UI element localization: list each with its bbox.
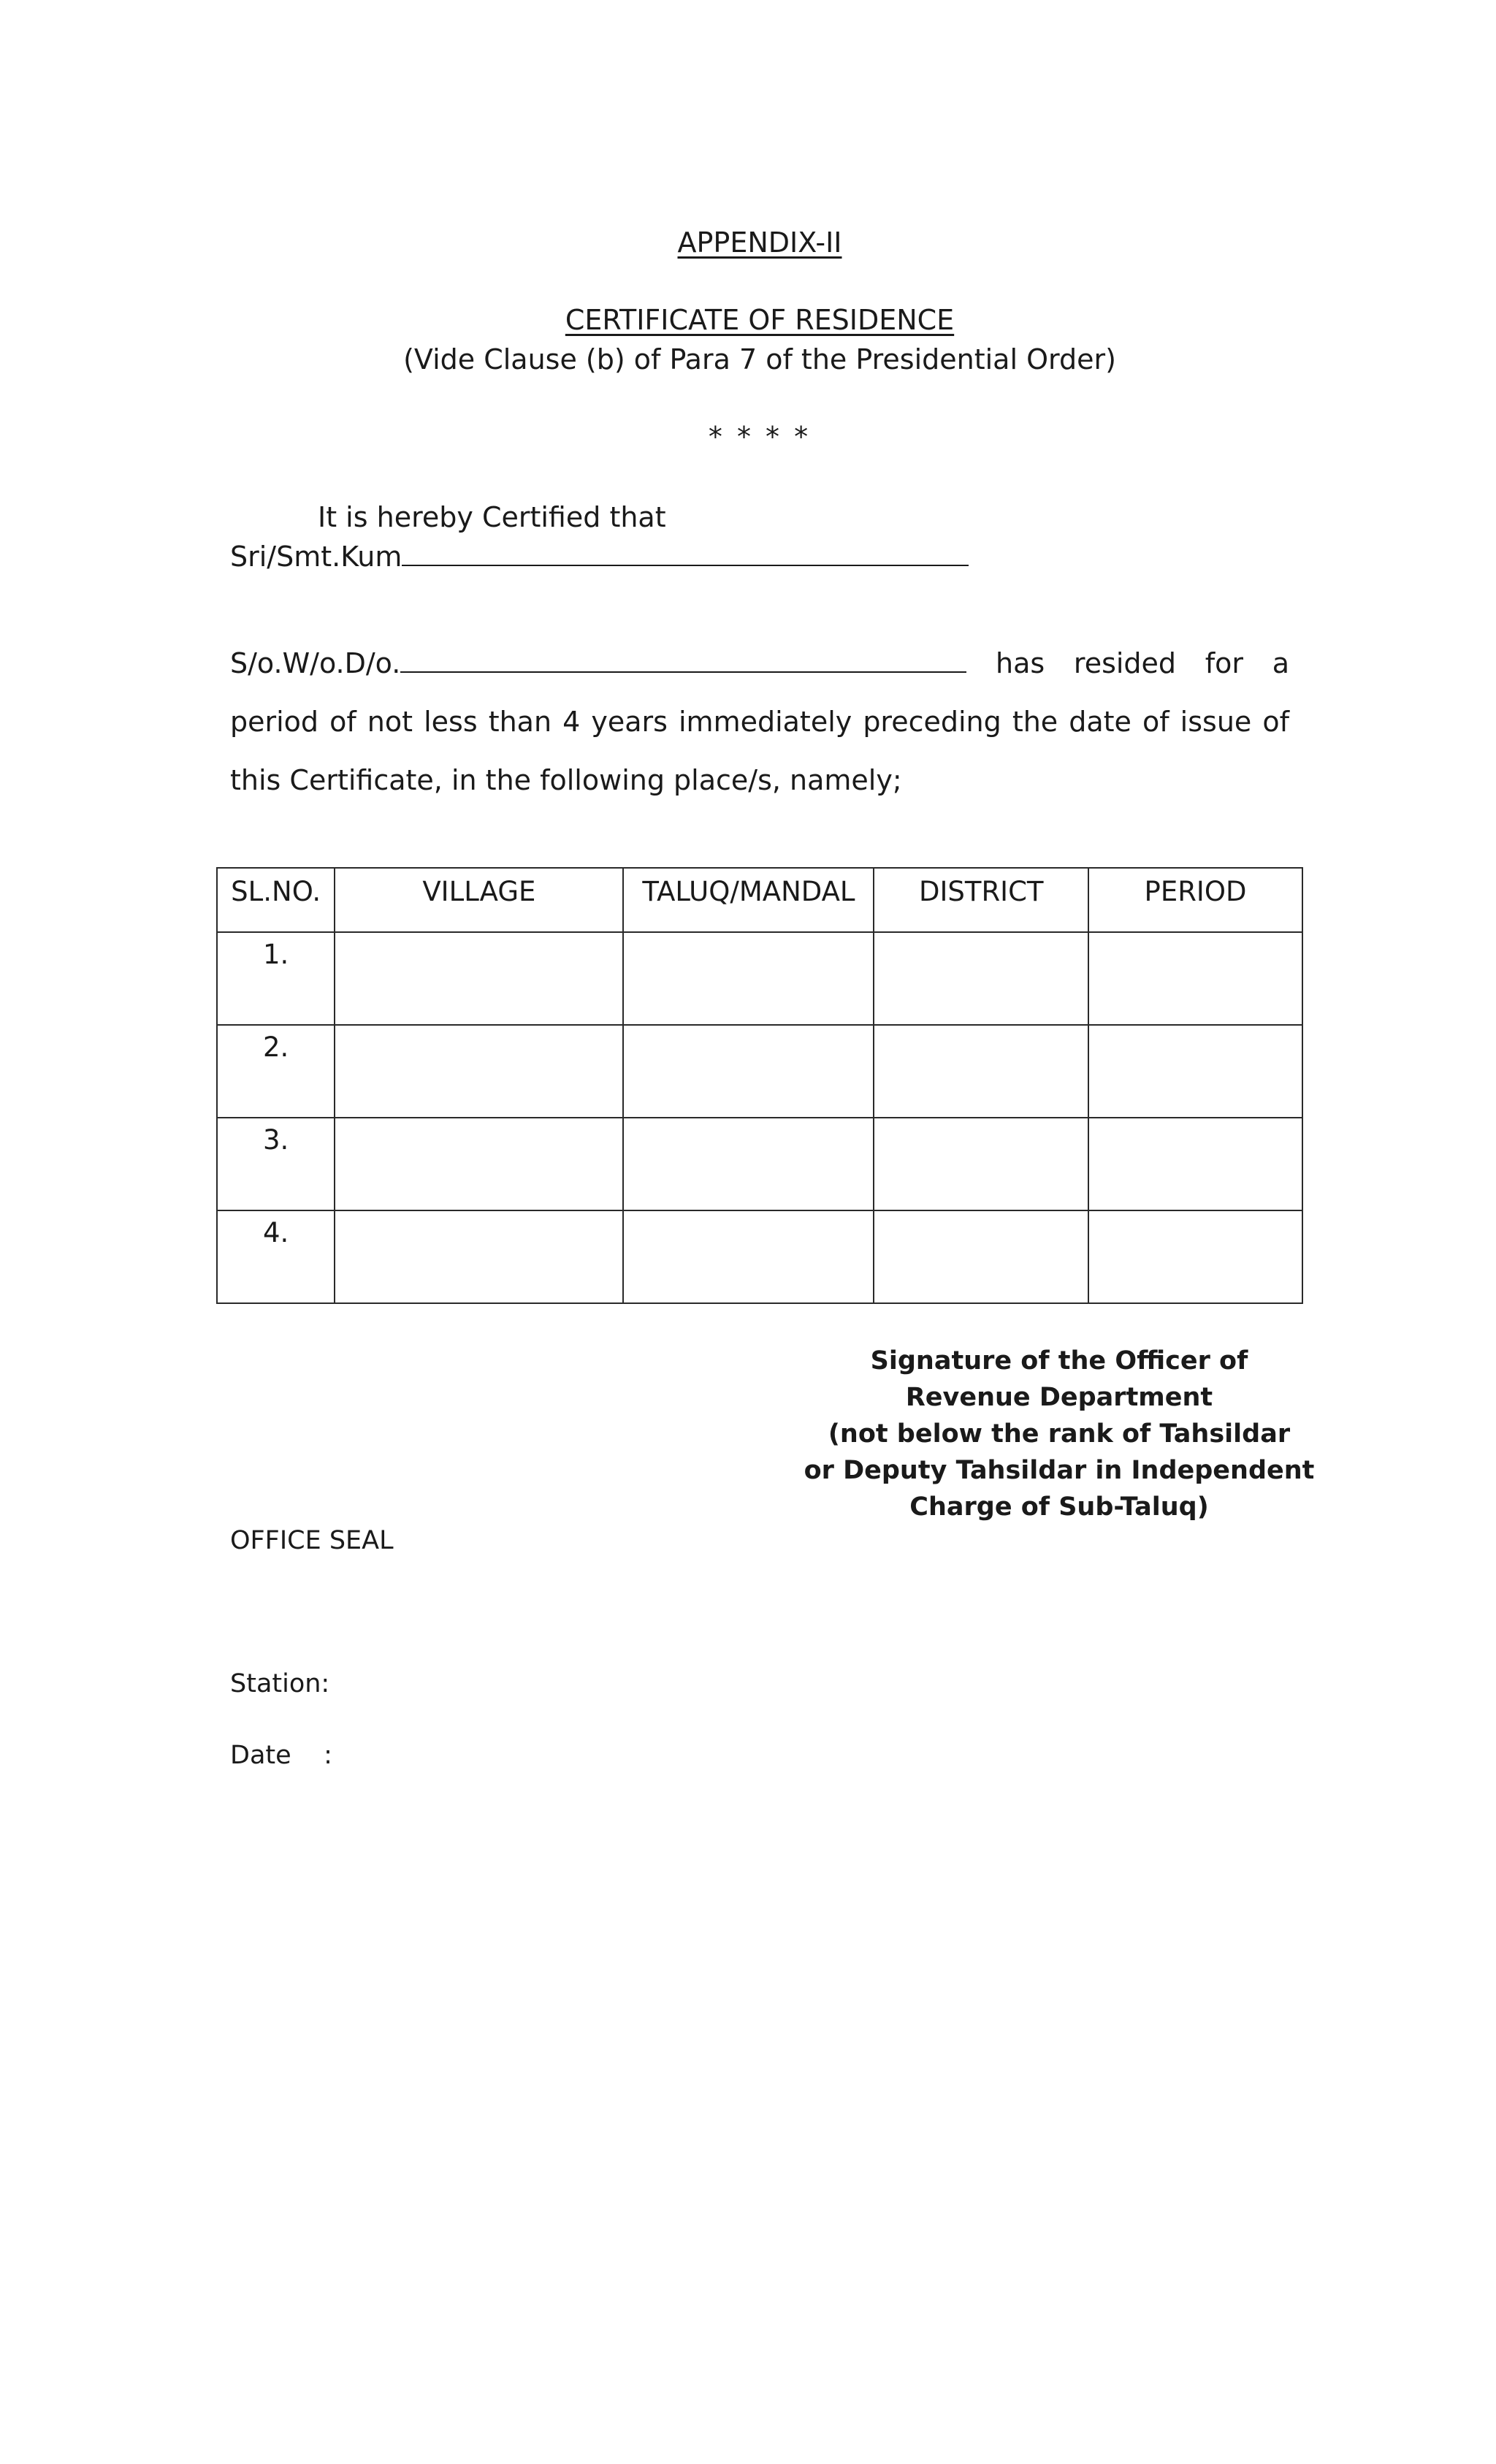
cell-village[interactable] (335, 1025, 623, 1118)
cell-sl: 1. (217, 932, 335, 1025)
table-row (217, 1025, 1302, 1118)
office-seal-label: OFFICE SEAL (230, 1526, 394, 1555)
name-line (230, 539, 969, 574)
table-row (217, 1118, 1302, 1210)
signature-line: Charge of Sub-Taluq) (909, 1492, 1209, 1522)
certificate-title (0, 302, 1496, 337)
header-district: DISTRICT (874, 868, 1088, 932)
cell-taluq[interactable] (623, 932, 874, 1025)
cell-district[interactable] (874, 1025, 1088, 1118)
separator-stars: * * * * (708, 421, 812, 453)
date-label: Date : (230, 1741, 332, 1770)
relation-blank-field[interactable] (400, 646, 966, 673)
table-row (217, 932, 1302, 1025)
header-period: PERIOD (1088, 868, 1302, 932)
name-label: Sri/Smt.Kum (230, 541, 402, 573)
signature-line: or Deputy Tahsildar in Independent (804, 1456, 1315, 1485)
header-sl-no: SL.NO. (217, 868, 335, 932)
cell-taluq[interactable] (623, 1118, 874, 1210)
cell-taluq[interactable] (623, 1210, 874, 1303)
appendix-heading (0, 225, 1496, 260)
appendix-label: APPENDIX-II (677, 226, 842, 259)
cell-taluq[interactable] (623, 1025, 874, 1118)
cell-village[interactable] (335, 932, 623, 1025)
intro-text: It is hereby Certified that (318, 501, 666, 533)
station-label: Station: (230, 1669, 330, 1698)
paragraph-text: has resided for a period of not less than 4 years immediately preceding the date of issue of this Certificate, in the following place/s, namely; (230, 647, 1289, 796)
cell-district[interactable] (874, 1118, 1088, 1210)
signature-line: Signature of the Officer of (870, 1346, 1248, 1376)
cell-period[interactable] (1088, 1025, 1302, 1118)
residence-table (216, 867, 1303, 1304)
certificate-subtitle: (Vide Clause (b) of Para 7 of the Presidential Order) (403, 343, 1116, 375)
cell-sl: 2. (217, 1025, 335, 1118)
name-blank-field[interactable] (402, 540, 969, 566)
table-row (217, 1210, 1302, 1303)
cell-period[interactable] (1088, 1210, 1302, 1303)
signature-line: Revenue Department (905, 1383, 1213, 1412)
cell-period[interactable] (1088, 932, 1302, 1025)
cell-sl: 3. (217, 1118, 335, 1210)
header-taluq-mandal: TALUQ/MANDAL (623, 868, 874, 932)
signature-line: (not below the rank of Tahsildar (828, 1419, 1291, 1449)
relation-label: S/o.W/o.D/o. (230, 647, 401, 679)
table-header-row (217, 868, 1302, 932)
cell-district[interactable] (874, 932, 1088, 1025)
cell-district[interactable] (874, 1210, 1088, 1303)
cell-period[interactable] (1088, 1118, 1302, 1210)
header-village: VILLAGE (335, 868, 623, 932)
residence-paragraph (230, 634, 1289, 809)
cell-village[interactable] (335, 1210, 623, 1303)
signature-block (796, 1343, 1322, 1525)
certificate-title-text: CERTIFICATE OF RESIDENCE (565, 304, 955, 336)
cell-sl: 4. (217, 1210, 335, 1303)
cell-village[interactable] (335, 1118, 623, 1210)
